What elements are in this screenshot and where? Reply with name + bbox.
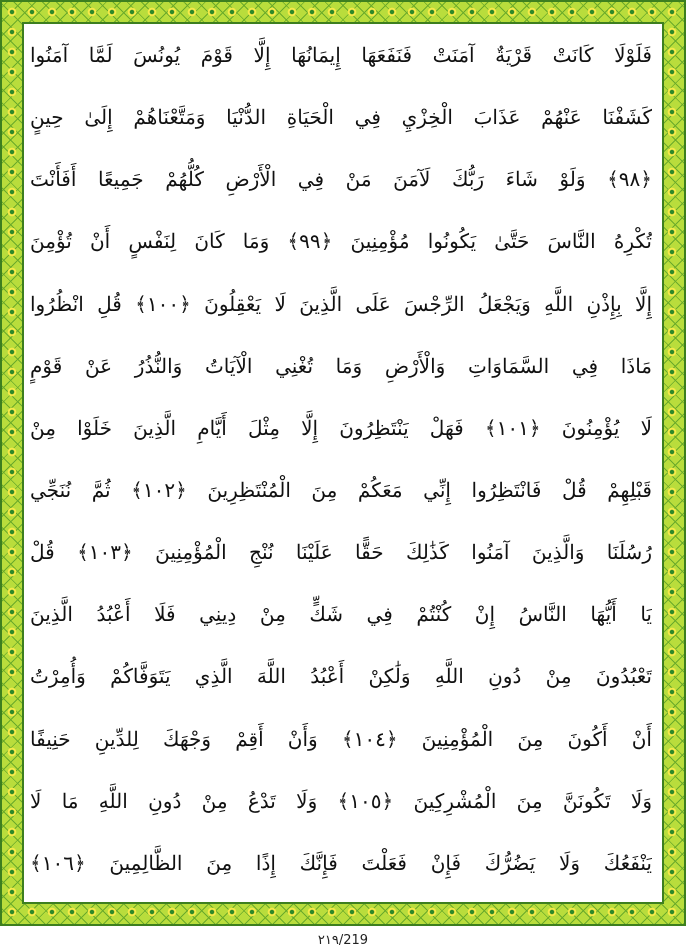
text-line-2: كَشَفْنَا عَنْهُمْ عَذَابَ الْخِزْيِ فِي الْحَيَاةِ الدُّنْيَا وَمَتَّعْنَاهُمْ إِلَىٰ حِينٍ [30,105,652,130]
text-line-9: رُسُلَنَا وَالَّذِينَ آمَنُوا كَذَٰلِكَ حَقًّا عَلَيْنَا نُنْجِ الْمُؤْمِنِينَ ﴿١٠٣﴾ قُلْ [30,540,652,565]
text-line-6: مَاذَا فِي السَّمَاوَاتِ وَالْأَرْضِ وَمَا تُغْنِي الْآيَاتُ وَالنُّذُرُ عَنْ قَوْمٍ [30,353,652,378]
text-line-4: تُكْرِهُ النَّاسَ حَتَّىٰ يَكُونُوا مُؤْمِنِينَ ﴿٩٩﴾ وَمَا كَانَ لِنَفْسٍ أَنْ تُؤْمِنَ [30,229,652,254]
text-line-7: لَا يُؤْمِنُونَ ﴿١٠١﴾ فَهَلْ يَنْتَظِرُونَ إِلَّا مِثْلَ أَيَّامِ الَّذِينَ خَلَوْا مِنْ [30,415,652,440]
text-line-5: إِلَّا بِإِذْنِ اللَّهِ وَيَجْعَلُ الرِّجْسَ عَلَى الَّذِينَ لَا يَعْقِلُونَ ﴿١٠٠﴾ قُلِ انْظُرُوا [30,291,652,316]
text-line-10: يَا أَيُّهَا النَّاسُ إِنْ كُنْتُمْ فِي شَكٍّ مِنْ دِينِي فَلَا أَعْبُدُ الَّذِينَ [30,602,652,627]
text-line-1: فَلَوْلَا كَانَتْ قَرْيَةٌ آمَنَتْ فَنَفَعَهَا إِيمَانُهَا إِلَّا قَوْمَ يُونُسَ لَمَّا آمَنُوا [30,43,652,67]
text-line-13: وَلَا تَكُونَنَّ مِنَ الْمُشْرِكِينَ ﴿١٠٥﴾ وَلَا تَدْعُ مِنْ دُونِ اللَّهِ مَا لَا [30,788,652,813]
text-line-12: أَنْ أَكُونَ مِنَ الْمُؤْمِنِينَ ﴿١٠٤﴾ وَأَنْ أَقِمْ وَجْهَكَ لِلدِّينِ حَنِيفًا [30,726,652,751]
text-line-11: تَعْبُدُونَ مِنْ دُونِ اللَّهِ وَلَٰكِنْ أَعْبُدُ اللَّهَ الَّذِي يَتَوَفَّاكُمْ وَأُمِرْتُ [30,664,652,689]
text-line-14: يَنْفَعُكَ وَلَا يَضُرُّكَ فَإِنْ فَعَلْتَ فَإِنَّكَ إِذًا مِنَ الظَّالِمِينَ ﴿١٠٦﴾ [30,850,652,875]
text-line-3: ﴿٩٨﴾ وَلَوْ شَاءَ رَبُّكَ لَآمَنَ مَنْ فِي الْأَرْضِ كُلُّهُمْ جَمِيعًا أَفَأَنْتَ [30,167,652,192]
text-line-8: قَبْلِهِمْ قُلْ فَانْتَظِرُوا إِنِّي مَعَكُمْ مِنَ الْمُنْتَظِرِينَ ﴿١٠٢﴾ ثُمَّ نُنَجِّي [30,477,652,502]
quran-text-block [24,24,658,898]
page-number: ٢١٩/219 [317,933,369,948]
